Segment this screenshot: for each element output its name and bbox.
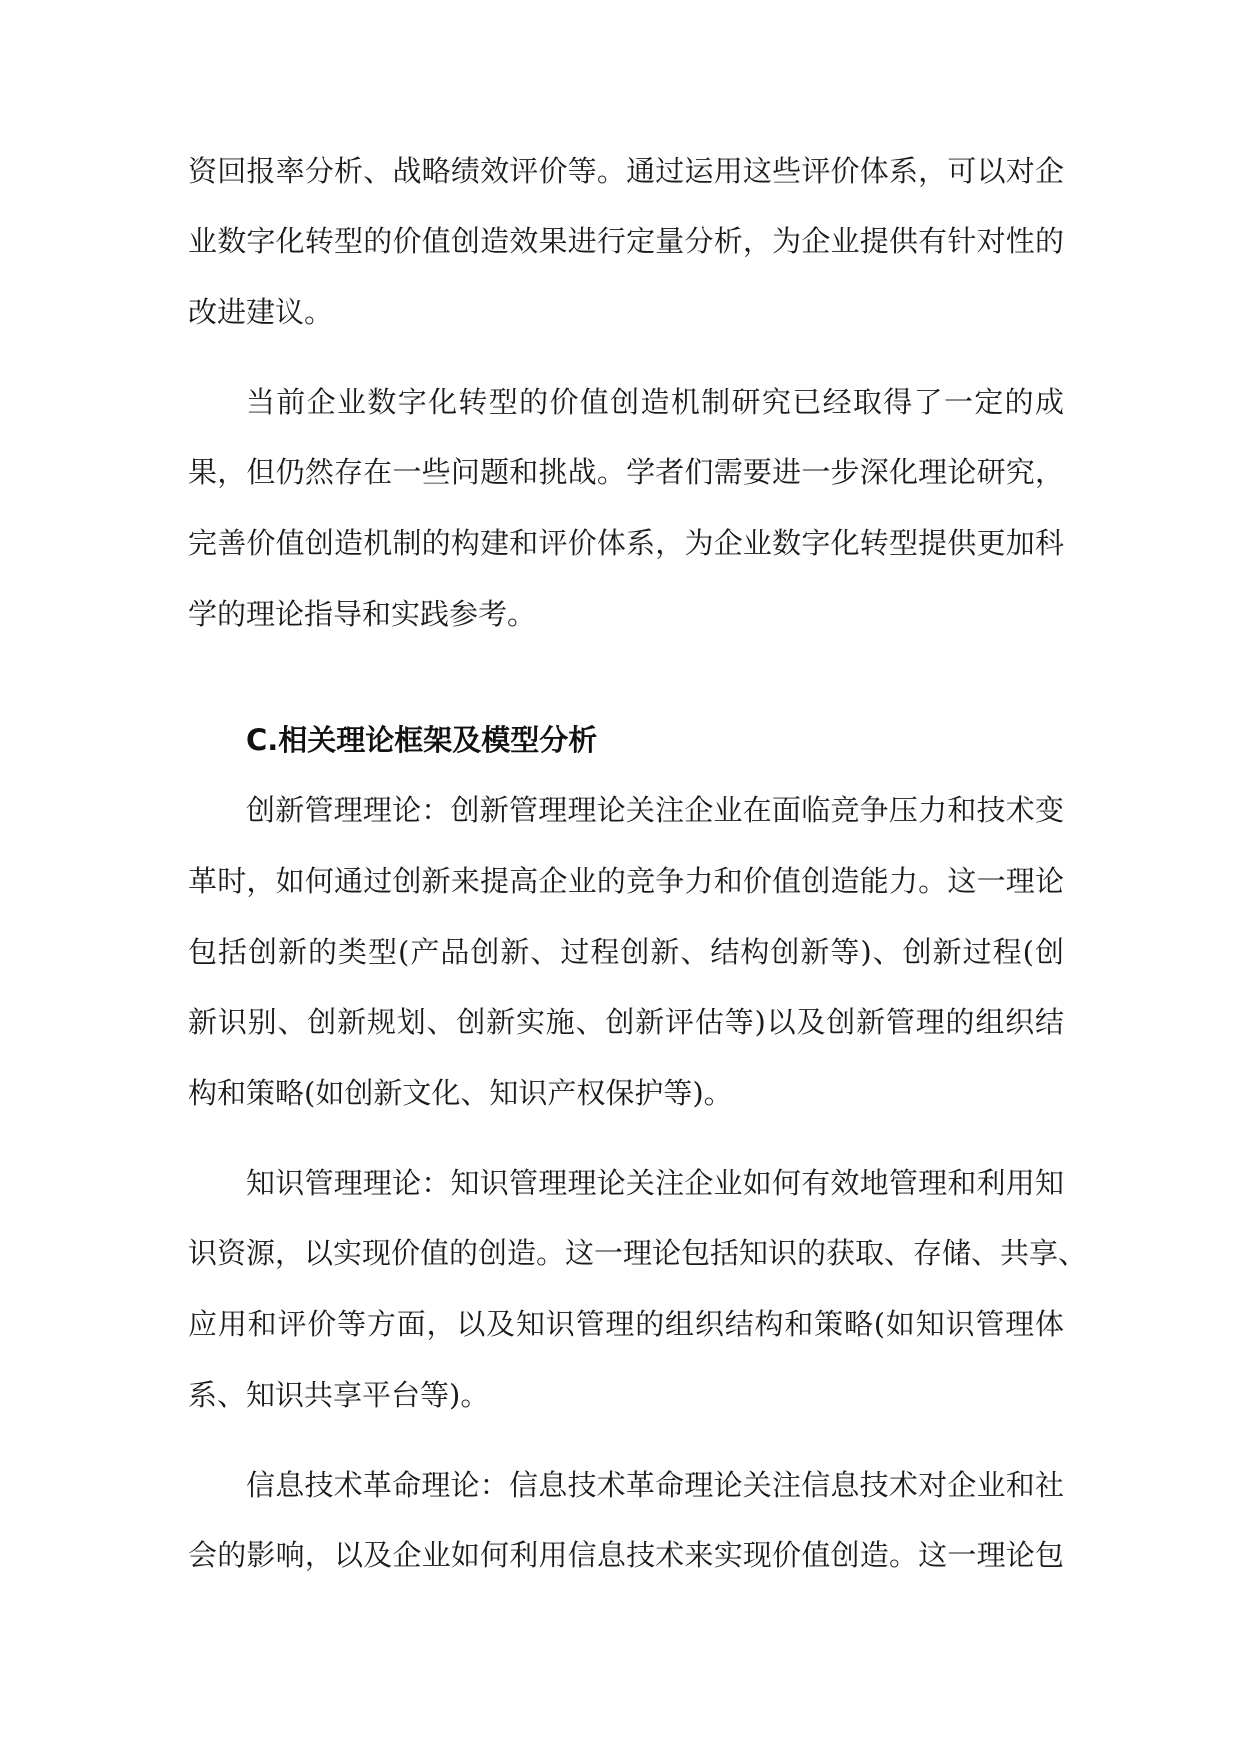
paragraph-5-line-2: 会的影响，以及企业如何利用信息技术来实现价值创造。这一理论包 (188, 1538, 1064, 1572)
paragraph-3-line-5: 构和策略(如创新文化、知识产权保护等)。 (188, 1076, 733, 1110)
paragraph-1-line-2: 业数字化转型的价值创造效果进行定量分析，为企业提供有针对性的 (188, 224, 1064, 258)
paragraph-3-line-4: 新识别、创新规划、创新实施、创新评估等)以及创新管理的组织结 (188, 1005, 1064, 1039)
section-heading: C.相关理论框架及模型分析 (246, 723, 598, 757)
paragraph-2-line-4: 学的理论指导和实践参考。 (188, 597, 537, 631)
paragraph-4-line-1: 知识管理理论：知识管理理论关注企业如何有效地管理和利用知 (246, 1166, 1064, 1200)
paragraph-5-line-1: 信息技术革命理论：信息技术革命理论关注信息技术对企业和社 (246, 1468, 1064, 1502)
paragraph-4-line-2: 识资源，以实现价值的创造。这一理论包括知识的获取、存储、共享、 (188, 1236, 1088, 1270)
paragraph-4-line-4: 系、知识共享平台等)。 (188, 1378, 490, 1412)
paragraph-1-line-1: 资回报率分析、战略绩效评价等。通过运用这些评价体系，可以对企 (188, 154, 1064, 188)
paragraph-3-line-2: 革时，如何通过创新来提高企业的竞争力和价值创造能力。这一理论 (188, 864, 1064, 898)
paragraph-3-line-3: 包括创新的类型(产品创新、过程创新、结构创新等)、创新过程(创 (188, 935, 1064, 969)
paragraph-4-line-3: 应用和评价等方面，以及知识管理的组织结构和策略(如知识管理体 (188, 1307, 1064, 1341)
paragraph-2-line-1: 当前企业数字化转型的价值创造机制研究已经取得了一定的成 (246, 385, 1064, 419)
paragraph-2-line-3: 完善价值创造机制的构建和评价体系，为企业数字化转型提供更加科 (188, 526, 1064, 560)
paragraph-3-line-1: 创新管理理论：创新管理理论关注企业在面临竞争压力和技术变 (246, 793, 1064, 827)
paragraph-2-line-2: 果，但仍然存在一些问题和挑战。学者们需要进一步深化理论研究， (188, 455, 1064, 489)
paragraph-1-line-3: 改进建议。 (188, 295, 334, 329)
